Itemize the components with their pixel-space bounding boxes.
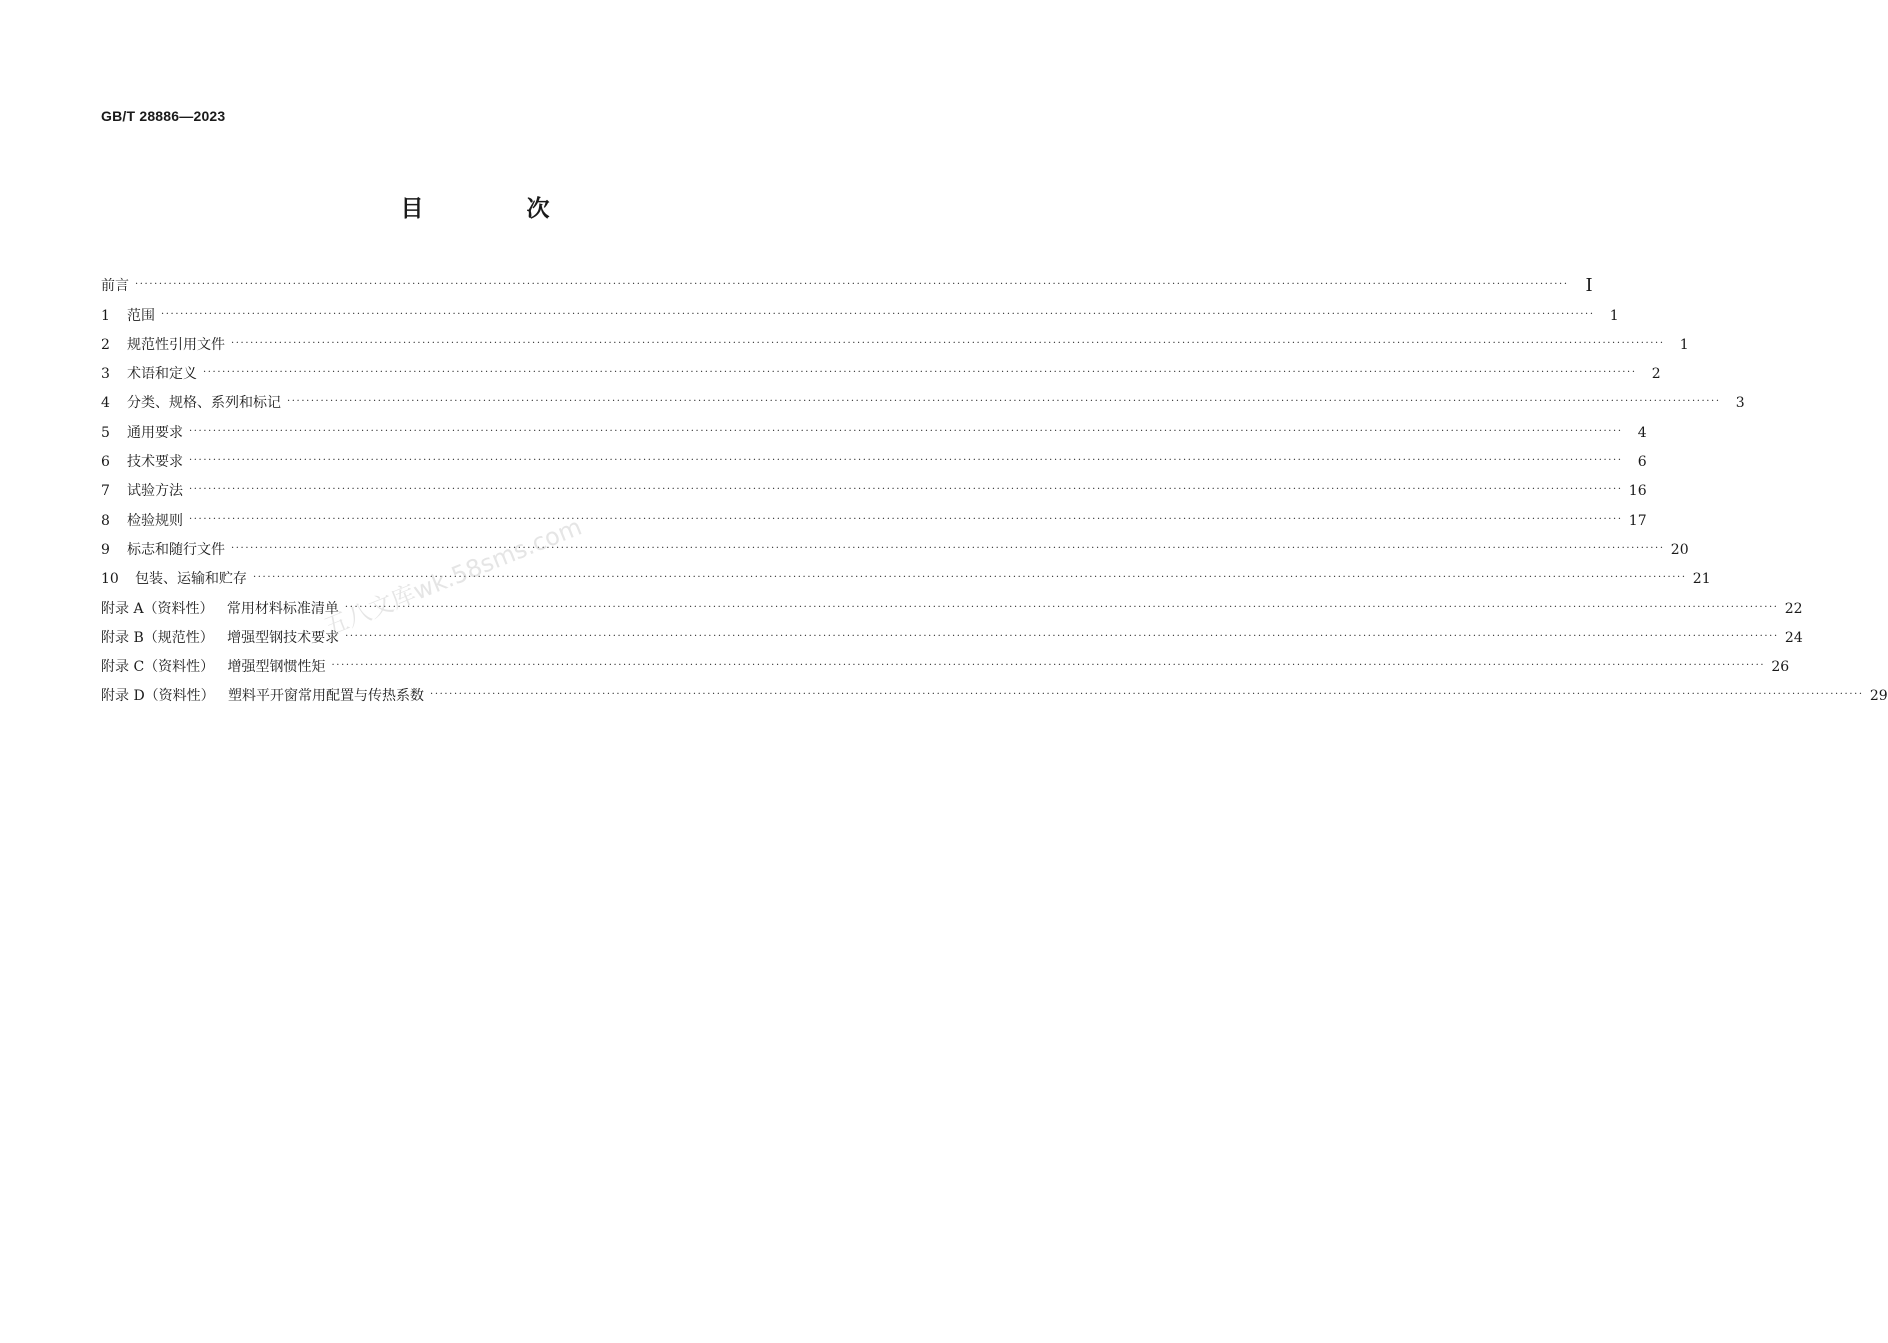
toc-entry-page: Ⅰ: [1585, 275, 1593, 297]
toc-entry-page: 17: [1628, 512, 1647, 529]
toc-entry-number: 附录 D（资料性）: [101, 688, 215, 705]
toc-entry-page: 24: [1784, 629, 1803, 646]
toc-entry-label: 检验规则: [127, 512, 183, 529]
toc-entry-number: 7: [101, 483, 110, 500]
toc-entry-page: 22: [1784, 600, 1803, 617]
toc-entry-page: 6: [1637, 454, 1647, 471]
toc-entry-label: 通用要求: [127, 424, 183, 441]
toc-entry-8[interactable]: [101, 500, 1647, 529]
toc-entry-annex-a[interactable]: [101, 588, 1803, 617]
toc-entry-page: 1: [1679, 336, 1689, 353]
toc-entry-annex-d[interactable]: [101, 676, 1888, 705]
dot-leader: ············································································································································································································································································································: [189, 484, 1623, 496]
toc-entry-10[interactable]: [101, 559, 1711, 588]
toc-entry-number: 8: [101, 512, 110, 529]
toc-entry-number: 9: [101, 541, 110, 558]
toc-entry-label: 包装、运输和贮存: [135, 571, 247, 588]
dot-leader: ············································································································································································································································································································: [287, 396, 1721, 408]
toc-entry-label: 范围: [127, 307, 155, 324]
toc-entry-label: 术语和定义: [127, 366, 197, 383]
toc-entry-label: 前言: [101, 278, 129, 295]
toc-entry-label: 标志和随行文件: [127, 541, 225, 558]
toc-entry-number: 4: [101, 395, 110, 412]
page-title: 目 次: [400, 196, 590, 222]
toc-entry-7[interactable]: [101, 471, 1647, 500]
toc-entry-annex-c[interactable]: [101, 647, 1790, 676]
toc-entry-number: 10: [101, 571, 119, 588]
toc-entry-9[interactable]: [101, 530, 1689, 559]
toc-entry-number: 1: [101, 307, 110, 324]
toc-entry-page: 20: [1670, 541, 1689, 558]
dot-leader: ············································································································································································································································································································: [135, 279, 1569, 291]
toc-entry-number: 5: [101, 424, 110, 441]
toc-entry-number: 2: [101, 336, 110, 353]
toc-entry-label: 塑料平开窗常用配置与传热系数: [228, 688, 425, 705]
toc-entry-page: 26: [1771, 659, 1790, 676]
dot-leader: ············································································································································································································································································································: [189, 513, 1623, 525]
dot-leader: ············································································································································································································································································································: [189, 455, 1623, 467]
dot-leader: ············································································································································································································································································································: [345, 630, 1779, 642]
toc-entry-number: 附录 C（资料性）: [101, 659, 215, 676]
dot-leader: ············································································································································································································································································································: [231, 337, 1665, 349]
toc-entry-label: 技术要求: [127, 454, 183, 471]
toc-entry-label: 规范性引用文件: [127, 336, 225, 353]
dot-leader: ············································································································································································································································································································: [430, 689, 1864, 701]
toc-entry-page: 3: [1735, 395, 1745, 412]
toc-entry-number: 附录 A（资料性）: [101, 600, 214, 617]
toc-entry-4[interactable]: [101, 383, 1745, 412]
toc-entry-page: 21: [1692, 571, 1711, 588]
toc-entry-page: 29: [1869, 688, 1888, 705]
toc-entry-page: 2: [1651, 366, 1661, 383]
dot-leader: ············································································································································································································································································································: [253, 572, 1687, 584]
toc-entry-number: 6: [101, 454, 110, 471]
toc-entry-1[interactable]: [101, 295, 1619, 324]
toc-entry-page: 4: [1637, 424, 1647, 441]
toc-entry-annex-b[interactable]: [101, 618, 1803, 647]
toc-entry-label: 常用材料标准清单: [226, 600, 339, 617]
toc-entry-label: 增强型钢技术要求: [227, 629, 340, 646]
dot-leader: ············································································································································································································································································································: [231, 542, 1665, 554]
standard-code: GB/T 28886—2023: [101, 108, 226, 124]
dot-leader: ············································································································································································································································································································: [161, 308, 1595, 320]
toc-entry-2[interactable]: [101, 325, 1689, 354]
toc-entry-page: 16: [1628, 483, 1647, 500]
toc-entry-number: 3: [101, 366, 110, 383]
dot-leader: ············································································································································································································································································································: [203, 367, 1637, 379]
toc-entry-3[interactable]: [101, 354, 1661, 383]
toc-entry-foreword[interactable]: [101, 266, 1593, 297]
toc-entry-number: 附录 B（规范性）: [101, 629, 214, 646]
toc-entry-label: 增强型钢惯性矩: [227, 659, 326, 676]
watermark: 五八文库wk.58sms.com: [320, 512, 586, 642]
dot-leader: ············································································································································································································································································································: [344, 601, 1779, 613]
toc-entry-6[interactable]: [101, 442, 1647, 471]
toc-entry-5[interactable]: [101, 412, 1647, 441]
dot-leader: ············································································································································································································································································································: [189, 425, 1623, 437]
dot-leader: ············································································································································································································································································································: [331, 660, 1766, 672]
toc-entry-page: 1: [1609, 307, 1619, 324]
table-of-contents: [101, 266, 1888, 705]
toc-entry-label: 分类、规格、系列和标记: [127, 395, 281, 412]
toc-entry-label: 试验方法: [127, 483, 183, 500]
